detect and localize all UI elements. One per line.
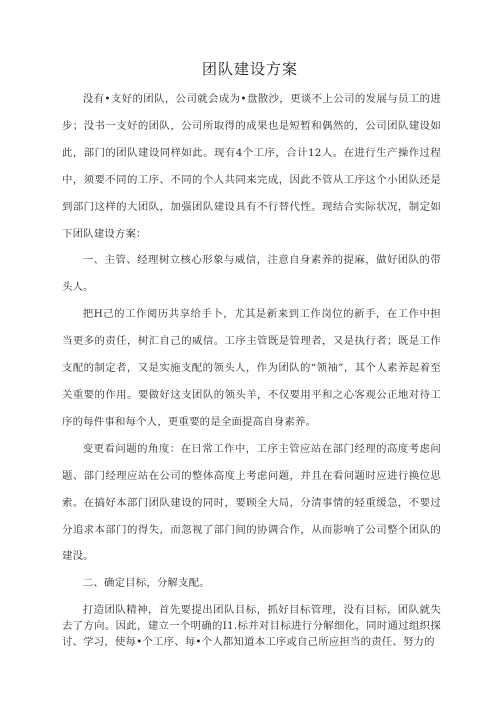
page-title: 团队建设方案 bbox=[201, 60, 298, 78]
section-heading-2: 二、确定目标，分解支配。 bbox=[82, 577, 210, 590]
section-heading-1: 一、主管、经理树立核心形象与威信，注意自身素养的提麻，做好团队的带头人。 bbox=[62, 254, 441, 294]
document-body bbox=[62, 86, 441, 650]
paragraph-perspective: 变更看问题的角度：在日常工作中，工序主管应站在部门经理的高度考虑问题、部门经理应站在公司的整体高度上考虑问题，并且在看问题时应进行换位思索。在搞好本部门团队建设的同时，要顾全大局，分清事情的轻重缓急，不要过分追求本部门的得失，而忽视了部门间的协调合作，从而影响了公司整个团队的建没。 bbox=[62, 442, 441, 563]
paragraph-intro: 没有•支好的团队，公司就会成为•盘散沙，更谈不上公司的发展与员工的进步；没书一支好的团队，公司所取得的成果也是短暂和偶然的，公司团队建设如此，部门的团队建设同样如此。现有4个工序，合计12人。在进行生产操作过程中，须要不同的工序、不同的个人共同来完成，因此不管从工序这个小团队还是到部门这样的大团队，加强团队建设具有不行替代性。现结合实际状况，制定如下团队建设方案： bbox=[62, 93, 441, 240]
paragraph-goals: 打造团队精神，首先要提出团队目标，抓好目标管理，没有目标，团队就失去了方向。因此，建立一个明确的I1.标并对目标进行分解细化，同时通过组织探讨、学习，使每•个工序、每•个人都知道本工序或自己所应担当的责任、努力的 bbox=[62, 604, 441, 649]
paragraph-leader: 把H己的工作阅历共享给手卜，尤其是新来到工作岗位的新手，在工作中担当更多的责任，树汇自己的威信。工序主管既是管理者，又是执行者；既是工作支配的制定者，又是实施支配的领头人，作为团队的“领袖”，其个人素养起着至关重要的作用。要做好这支团队的领头羊，不仅要用平和之心客观公正地对待工序的每件事和每个人，更重要的是全面提高自身素养。 bbox=[62, 308, 441, 428]
